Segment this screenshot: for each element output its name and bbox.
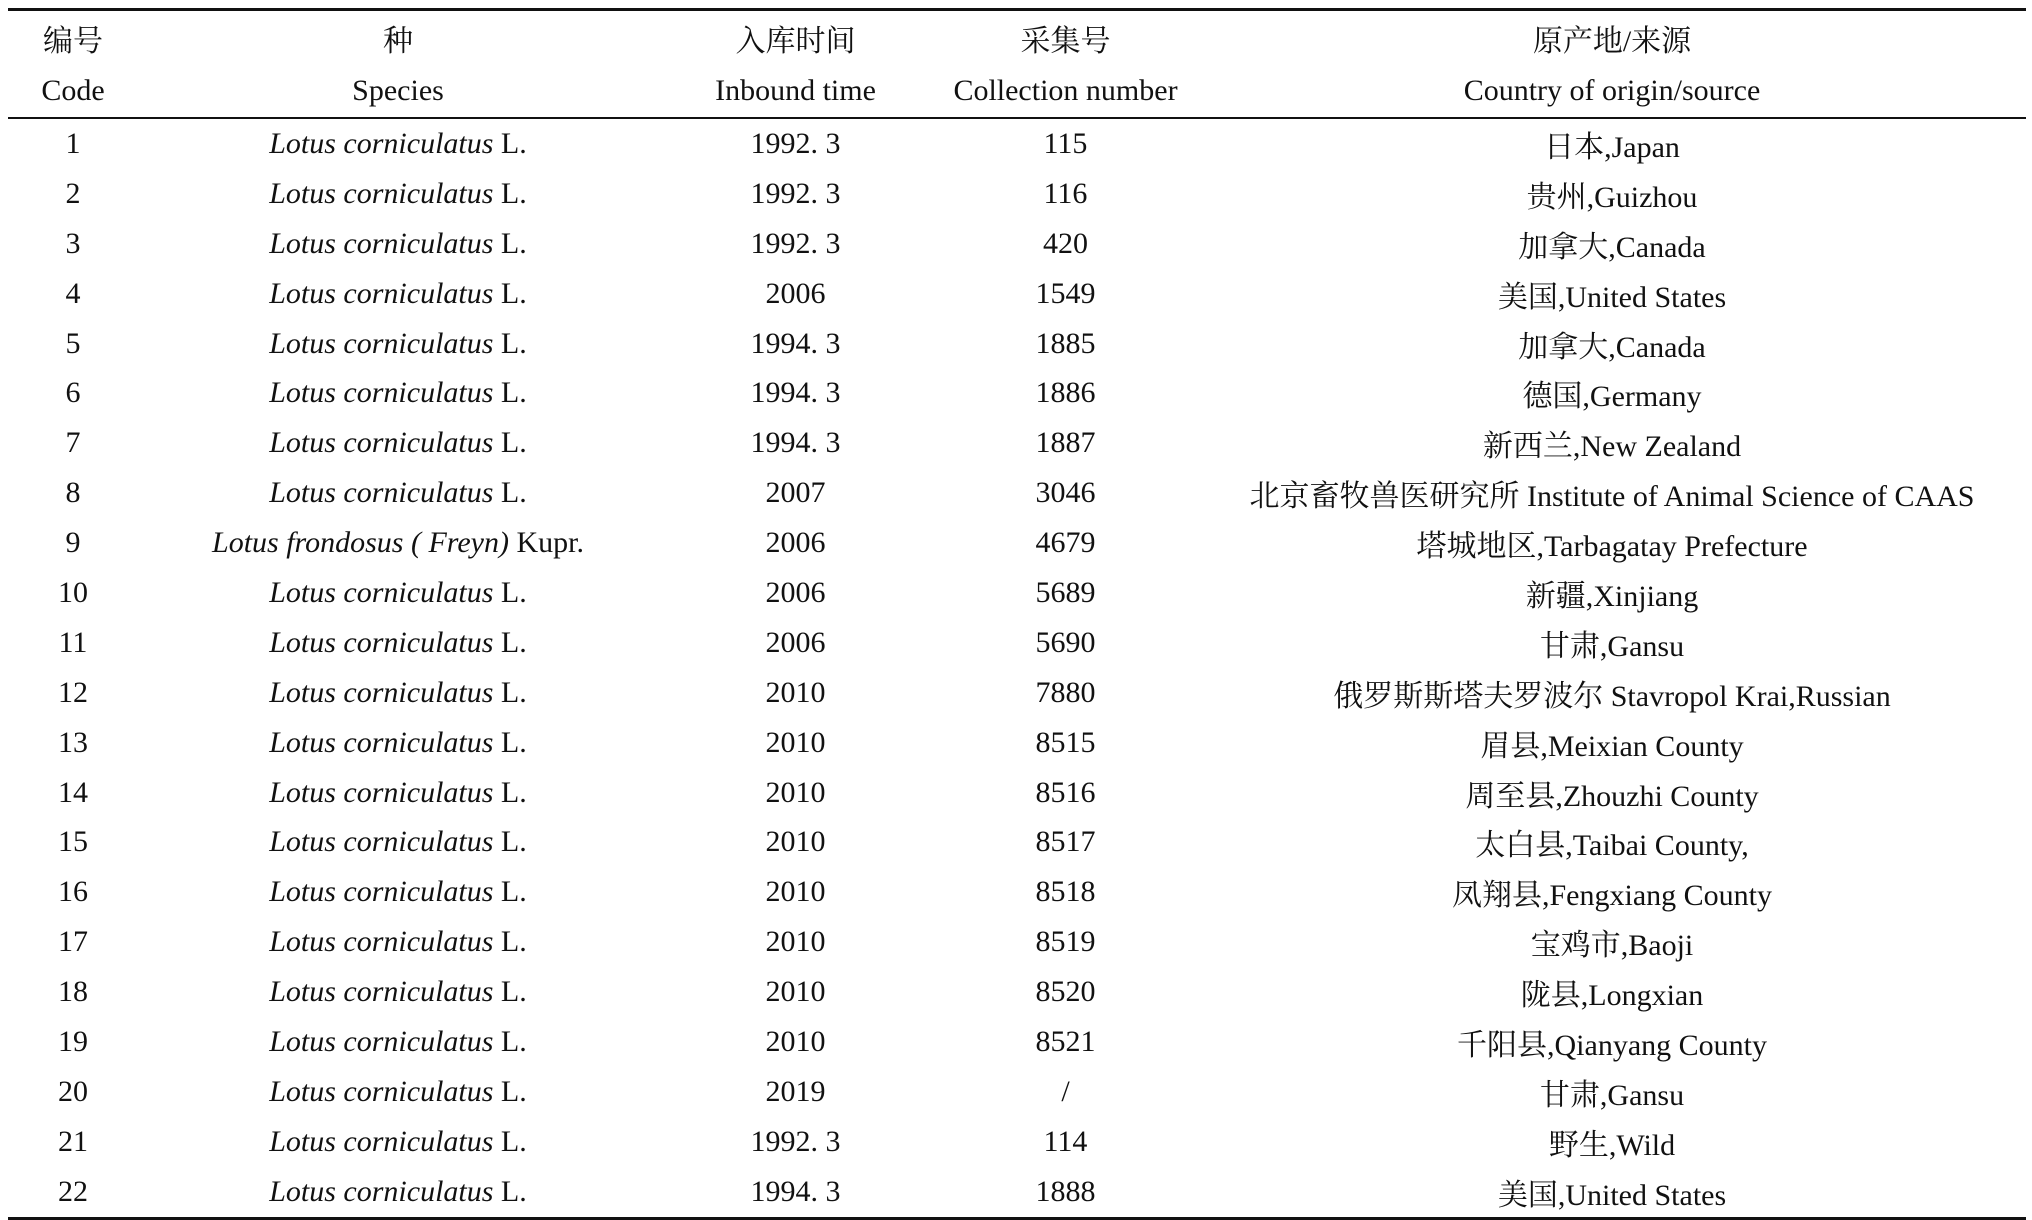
species-name-italic: Lotus corniculatus: [269, 875, 494, 909]
table-row: [8, 418, 2026, 468]
cell-species: [138, 668, 658, 718]
header-origin-en: Country of origin/source: [1198, 65, 2026, 118]
cell-code: 11: [58, 625, 88, 659]
cell-code: 15: [58, 825, 88, 859]
header-collection-cn: 采集号: [933, 10, 1198, 66]
cell-inbound-time: 2010: [765, 675, 826, 709]
table-body: [8, 118, 2026, 1218]
header-row-chinese: [8, 10, 2026, 66]
cell-inbound-time: 1994. 3: [750, 426, 841, 460]
cell-inbound-time: 1994. 3: [750, 376, 841, 410]
cell-origin: 眉县,Meixian County: [1480, 729, 1744, 763]
table-row: [8, 568, 2026, 618]
header-code-cn: 编号: [8, 10, 138, 66]
cell-collection-number: 7880: [1035, 675, 1096, 709]
cell-origin: 美国,United States: [1497, 280, 1727, 314]
cell-code: 1: [65, 126, 81, 160]
cell-collection-number: 1886: [1035, 376, 1096, 410]
species-author: L.: [493, 276, 527, 310]
species-author: L.: [493, 775, 527, 809]
species-name-italic: Lotus corniculatus: [269, 376, 494, 410]
species-author: L.: [493, 1074, 527, 1108]
cell-inbound-time: 2010: [765, 725, 826, 759]
cell-inbound-time: 2010: [765, 1024, 826, 1058]
species-name-italic: Lotus corniculatus: [269, 1174, 494, 1208]
table-row: [8, 1017, 2026, 1067]
table-row: [8, 269, 2026, 319]
table-row: [8, 1117, 2026, 1167]
cell-inbound-time: 1992. 3: [750, 176, 841, 210]
cell-origin: 甘肃,Gansu: [1539, 1078, 1685, 1112]
cell-collection-number: 8515: [1035, 725, 1096, 759]
cell-collection-number: 1885: [1035, 326, 1096, 360]
species-name-italic: Lotus corniculatus: [269, 426, 494, 460]
species-author: L.: [493, 975, 527, 1009]
cell-origin: 日本,Japan: [1544, 130, 1680, 164]
cell-code: 9: [65, 526, 81, 560]
cell-code: 12: [58, 675, 88, 709]
cell-origin: 北京畜牧兽医研究所 Institute of Animal Science of CAAS: [1249, 480, 1975, 514]
cell-origin: 新疆,Xinjiang: [1525, 579, 1699, 613]
table-row: [8, 867, 2026, 917]
table-row: [8, 967, 2026, 1017]
cell-code: 18: [58, 975, 88, 1009]
table-row: [8, 219, 2026, 269]
species-author: L.: [493, 575, 527, 609]
cell-origin: 野生,Wild: [1548, 1128, 1676, 1162]
species-name-italic: Lotus corniculatus: [269, 476, 494, 510]
cell-inbound-time: 2007: [765, 476, 826, 510]
species-name-italic: Lotus corniculatus: [269, 675, 494, 709]
cell-species: [138, 1017, 658, 1067]
cell-code: 4: [65, 276, 81, 310]
table-row: [8, 518, 2026, 568]
species-name-italic: Lotus corniculatus: [269, 725, 494, 759]
species-name-italic: Lotus corniculatus: [269, 1124, 494, 1158]
species-author: L.: [493, 1174, 527, 1208]
header-code-en: Code: [8, 65, 138, 118]
cell-code: 19: [58, 1024, 88, 1058]
cell-origin: 加拿大,Canada: [1518, 330, 1706, 364]
species-author: L.: [493, 426, 527, 460]
species-name-italic: Lotus corniculatus: [269, 1074, 494, 1108]
cell-inbound-time: 1992. 3: [750, 1124, 841, 1158]
cell-species: [138, 1167, 658, 1218]
cell-origin: 千阳县,Qianyang County: [1457, 1028, 1767, 1062]
cell-origin: 陇县,Longxian: [1520, 979, 1704, 1013]
cell-species: [138, 817, 658, 867]
cell-code: 7: [65, 426, 81, 460]
cell-inbound-time: 2010: [765, 925, 826, 959]
cell-collection-number: 114: [1043, 1124, 1088, 1158]
cell-collection-number: /: [1061, 1074, 1070, 1108]
species-author: L.: [493, 725, 527, 759]
cell-collection-number: 115: [1043, 126, 1088, 160]
species-name-italic: Lotus corniculatus: [269, 126, 494, 160]
cell-code: 20: [58, 1074, 88, 1108]
cell-species: [138, 518, 658, 568]
cell-origin: 塔城地区,Tarbagatay Prefecture: [1416, 530, 1808, 564]
germplasm-table-container: [8, 8, 2026, 1220]
species-author: L.: [493, 476, 527, 510]
species-author: L.: [493, 1124, 527, 1158]
cell-inbound-time: 1992. 3: [750, 126, 841, 160]
cell-species: [138, 867, 658, 917]
header-species-en: Species: [138, 65, 658, 118]
cell-collection-number: 116: [1043, 176, 1088, 210]
header-time-cn: 入库时间: [658, 10, 933, 66]
cell-collection-number: 8518: [1035, 875, 1096, 909]
species-author: L.: [493, 126, 527, 160]
cell-origin: 新西兰,New Zealand: [1482, 430, 1742, 464]
table-row: [8, 917, 2026, 967]
cell-inbound-time: 2006: [765, 276, 826, 310]
cell-collection-number: 1887: [1035, 426, 1096, 460]
cell-code: 5: [65, 326, 81, 360]
species-author: Kupr.: [508, 526, 584, 560]
header-species-cn: 种: [138, 10, 658, 66]
cell-species: [138, 1067, 658, 1117]
cell-inbound-time: 2006: [765, 625, 826, 659]
cell-collection-number: 4679: [1035, 526, 1096, 560]
cell-collection-number: 8519: [1035, 925, 1096, 959]
cell-inbound-time: 2006: [765, 575, 826, 609]
cell-code: 6: [65, 376, 81, 410]
cell-origin: 加拿大,Canada: [1518, 230, 1706, 264]
cell-species: [138, 169, 658, 219]
header-row-english: [8, 65, 2026, 118]
cell-inbound-time: 2010: [765, 975, 826, 1009]
cell-collection-number: 420: [1043, 226, 1088, 260]
cell-code: 16: [58, 875, 88, 909]
header-time-en: Inbound time: [658, 65, 933, 118]
cell-code: 22: [8, 1167, 138, 1218]
cell-code: 2: [65, 176, 81, 210]
cell-code: 3: [65, 226, 81, 260]
species-name-italic: Lotus corniculatus: [269, 276, 494, 310]
species-author: L.: [493, 925, 527, 959]
species-name-italic: Lotus corniculatus: [269, 925, 494, 959]
species-name-italic: Lotus corniculatus: [269, 326, 494, 360]
cell-species: [138, 917, 658, 967]
table-header: [8, 10, 2026, 119]
cell-species: [138, 967, 658, 1017]
cell-code: 13: [58, 725, 88, 759]
cell-species: [138, 768, 658, 818]
species-author: L.: [493, 226, 527, 260]
cell-collection-number: 8520: [1035, 975, 1096, 1009]
species-author: L.: [493, 825, 527, 859]
table-row: [8, 169, 2026, 219]
table-row: [8, 1067, 2026, 1117]
cell-inbound-time: 2010: [765, 875, 826, 909]
cell-species: [138, 618, 658, 668]
table-row: [8, 368, 2026, 418]
species-author: L.: [493, 376, 527, 410]
species-name-italic: Lotus corniculatus: [269, 176, 494, 210]
cell-species: [138, 368, 658, 418]
species-author: L.: [493, 1024, 527, 1058]
table-row: [8, 817, 2026, 867]
cell-origin: 俄罗斯斯塔夫罗波尔 Stavropol Krai,Russian: [1333, 679, 1891, 713]
cell-inbound-time: 2019: [765, 1074, 826, 1108]
table-row: [8, 718, 2026, 768]
cell-origin: 周至县,Zhouzhi County: [1465, 779, 1759, 813]
cell-code: 17: [58, 925, 88, 959]
cell-species: [138, 319, 658, 369]
cell-inbound-time: 2010: [765, 825, 826, 859]
cell-collection-number: 5690: [1035, 625, 1096, 659]
cell-code: 8: [65, 476, 81, 510]
table-row: [8, 1167, 2026, 1218]
species-name-italic: Lotus corniculatus: [269, 1024, 494, 1058]
cell-species: [138, 219, 658, 269]
cell-code: 21: [58, 1124, 88, 1158]
species-author: L.: [493, 625, 527, 659]
cell-species: [138, 269, 658, 319]
species-name-italic: Lotus corniculatus: [269, 825, 494, 859]
species-name-italic: Lotus corniculatus: [269, 975, 494, 1009]
cell-inbound-time: 1994. 3: [750, 326, 841, 360]
species-name-italic: Lotus corniculatus: [269, 226, 494, 260]
cell-code: 10: [58, 575, 88, 609]
cell-species: [138, 118, 658, 169]
cell-species: [138, 418, 658, 468]
cell-origin: 宝鸡市,Baoji: [1530, 929, 1694, 963]
cell-inbound-time: 2010: [765, 775, 826, 809]
cell-origin: 凤翔县,Fengxiang County: [1452, 879, 1772, 913]
cell-species: [138, 1117, 658, 1167]
cell-inbound-time: 2006: [765, 526, 826, 560]
table-row: [8, 618, 2026, 668]
table-row: [8, 118, 2026, 169]
cell-origin: 太白县,Taibai County,: [1475, 829, 1749, 863]
cell-inbound-time: 1992. 3: [750, 226, 841, 260]
germplasm-table: [8, 8, 2026, 1220]
table-row: [8, 768, 2026, 818]
table-row: [8, 668, 2026, 718]
cell-species: [138, 568, 658, 618]
cell-collection-number: 1549: [1035, 276, 1096, 310]
cell-origin: 德国,Germany: [1522, 380, 1702, 414]
cell-code: 14: [58, 775, 88, 809]
header-collection-en: Collection number: [933, 65, 1198, 118]
species-author: L.: [493, 875, 527, 909]
cell-species: [138, 468, 658, 518]
species-author: L.: [493, 176, 527, 210]
table-row: [8, 468, 2026, 518]
cell-species: [138, 718, 658, 768]
species-name-italic: Lotus corniculatus: [269, 625, 494, 659]
cell-inbound-time: 1994. 3: [658, 1167, 933, 1218]
species-name-italic: Lotus corniculatus: [269, 575, 494, 609]
cell-origin: 甘肃,Gansu: [1539, 629, 1685, 663]
species-author: L.: [493, 675, 527, 709]
cell-collection-number: 3046: [1035, 476, 1096, 510]
cell-collection-number: 8521: [1035, 1024, 1096, 1058]
cell-origin: 贵州,Guizhou: [1526, 180, 1698, 214]
cell-collection-number: 8516: [1035, 775, 1096, 809]
species-name-italic: Lotus corniculatus: [269, 775, 494, 809]
table-row: [8, 319, 2026, 369]
cell-collection-number: 5689: [1035, 575, 1096, 609]
species-name-italic: Lotus frondosus ( Freyn): [212, 526, 509, 560]
cell-collection-number: 8517: [1035, 825, 1096, 859]
header-origin-cn: 原产地/来源: [1198, 10, 2026, 66]
cell-collection-number: 1888: [933, 1167, 1198, 1218]
species-author: L.: [493, 326, 527, 360]
cell-origin: 美国,United States: [1198, 1167, 2026, 1218]
